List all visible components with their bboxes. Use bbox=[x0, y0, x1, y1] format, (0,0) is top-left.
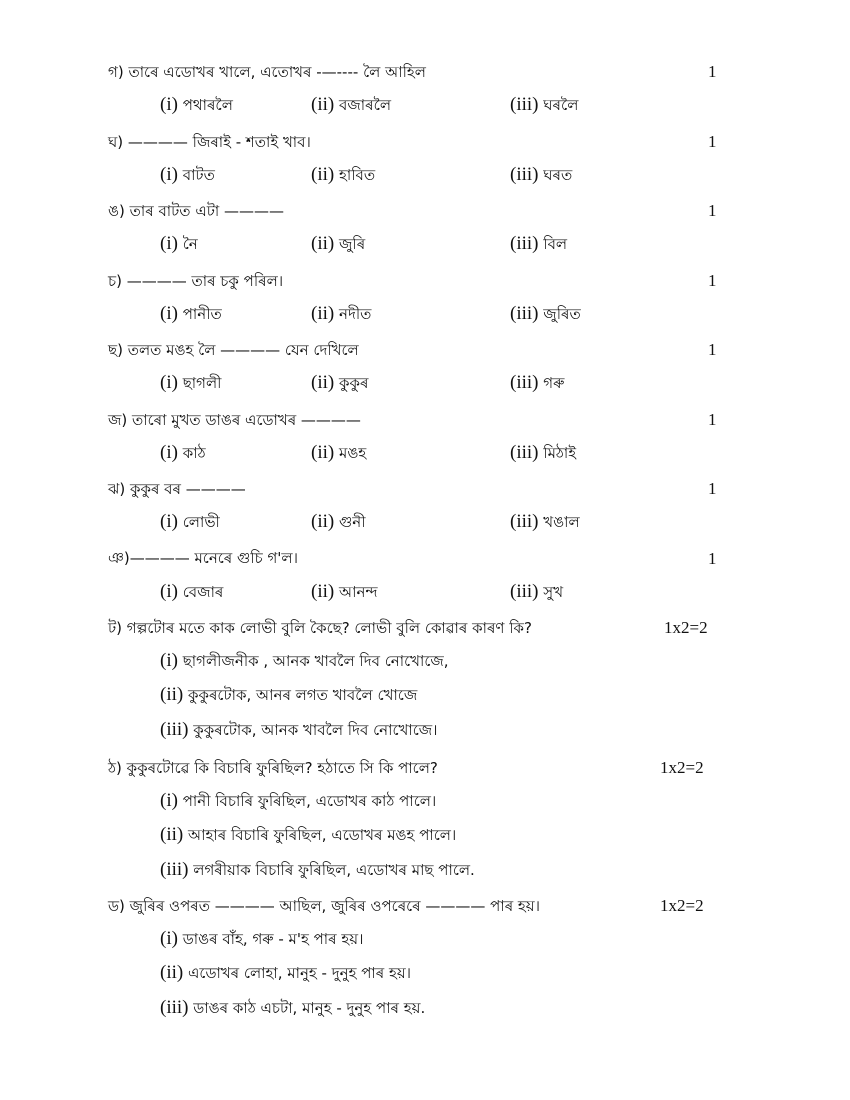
question-chha: ছ) তলত মঙহ লৈ ———— যেন দেখিলে bbox=[108, 341, 359, 359]
question-nya: ঞ)———— মনেৰে গুচি গ'ল। bbox=[108, 549, 298, 567]
question-da: ড) জুৰিৰ ওপৰত ———— আছিল, জুৰিৰ ওপৰেৰে ———— পাৰ হয়। bbox=[108, 897, 540, 915]
option-text: বজাৰলৈ bbox=[339, 96, 392, 114]
question-da-marks: 1x2=2 bbox=[660, 896, 704, 915]
question-tha-answer-1 bbox=[160, 790, 436, 815]
question-tha-marks: 1x2=2 bbox=[660, 758, 704, 777]
option-number: (ii) bbox=[311, 94, 335, 115]
option-number: (ii) bbox=[311, 372, 335, 393]
question-cha: চ) ———— তাৰ চকু পৰিল। bbox=[108, 272, 284, 290]
option-number: (iii) bbox=[510, 581, 539, 602]
option-text: হাবিত bbox=[339, 166, 376, 184]
option-number: (iii) bbox=[510, 164, 539, 185]
question-ja-option-3 bbox=[510, 442, 576, 467]
question-ja-marks: 1 bbox=[708, 410, 717, 429]
answer-text: ডাঙৰ কাঠ এচটা, মানুহ - দুনুহ পাৰ হয়. bbox=[193, 999, 426, 1017]
option-text: গুনী bbox=[339, 513, 366, 531]
option-text: আনন্দ bbox=[339, 583, 378, 601]
option-text: পানীত bbox=[182, 305, 222, 323]
question-ga: গ) তাৰে এডোখৰ খালে, এতোখৰ -—---- লৈ আহিল bbox=[108, 63, 426, 81]
option-text: ঘৰত bbox=[543, 166, 573, 184]
option-text: মিঠাই bbox=[543, 444, 577, 462]
option-number: (ii) bbox=[311, 511, 335, 532]
option-number: (i) bbox=[160, 233, 178, 254]
question-jha-option-2 bbox=[311, 511, 366, 536]
question-gha: ঘ) ———— জিৰাই - শতাই খাব। bbox=[108, 133, 311, 151]
option-number: (i) bbox=[160, 442, 178, 463]
question-gha-option-3 bbox=[510, 164, 572, 189]
answer-number: (iii) bbox=[160, 997, 189, 1018]
answer-text: ডাঙৰ বাঁহ, গৰু - ম'হ পাৰ হয়। bbox=[182, 930, 364, 948]
question-nya-marks: 1 bbox=[708, 549, 717, 568]
question-nga-option-1 bbox=[160, 233, 198, 258]
question-ta-answer-2 bbox=[160, 684, 417, 709]
answer-number: (i) bbox=[160, 928, 178, 949]
answer-number: (ii) bbox=[160, 684, 184, 705]
option-text: জুৰিত bbox=[543, 305, 581, 323]
question-jha-option-3 bbox=[510, 511, 580, 536]
question-ta-marks: 1x2=2 bbox=[664, 618, 708, 637]
question-nga-option-3 bbox=[510, 233, 567, 258]
question-ga-option-1 bbox=[160, 94, 233, 119]
option-text: জুৰি bbox=[339, 235, 366, 253]
option-number: (i) bbox=[160, 372, 178, 393]
answer-text: পানী বিচাৰি ফুৰিছিল, এডোখৰ কাঠ পালে। bbox=[182, 792, 437, 810]
question-jha: ঝ) কুকুৰ বৰ ———— bbox=[108, 480, 246, 498]
option-text: নদীত bbox=[339, 305, 372, 323]
question-ta-answer-3 bbox=[160, 719, 438, 744]
question-chha-option-3 bbox=[510, 372, 564, 397]
answer-text: এডোখৰ লোহা, মানুহ - দুনুহ পাৰ হয়। bbox=[188, 964, 412, 982]
answer-number: (iii) bbox=[160, 719, 189, 740]
question-tha: ঠ) কুকুৰটোৱে কি বিচাৰি ফুৰিছিল? হঠাতে সি কি পালে? bbox=[108, 759, 438, 777]
question-ja: জ) তাৰো মুখত ডাঙৰ এডোখৰ ———— bbox=[108, 411, 361, 429]
question-chha-marks: 1 bbox=[708, 340, 717, 359]
question-chha-option-2 bbox=[311, 372, 368, 397]
question-nga-option-2 bbox=[311, 233, 365, 258]
option-number: (i) bbox=[160, 94, 178, 115]
question-ga-marks: 1 bbox=[708, 62, 717, 81]
answer-text: ছাগলীজনীক , আনক খাবলৈ দিব নোখোজে, bbox=[182, 652, 449, 670]
question-gha-marks: 1 bbox=[708, 132, 717, 151]
question-cha-option-3 bbox=[510, 303, 581, 328]
answer-text: কুকুৰটোক, আনৰ লগত খাবলৈ খোজে bbox=[188, 686, 418, 704]
question-nya-option-1 bbox=[160, 581, 223, 606]
option-text: লোভী bbox=[182, 513, 220, 531]
option-text: কাঠ bbox=[182, 444, 206, 462]
option-number: (i) bbox=[160, 164, 178, 185]
question-tha-answer-2 bbox=[160, 824, 456, 849]
question-da-answer-1 bbox=[160, 928, 363, 953]
option-text: খঙাল bbox=[543, 513, 580, 531]
question-ga-option-2 bbox=[311, 94, 391, 119]
question-jha-option-1 bbox=[160, 511, 220, 536]
answer-number: (i) bbox=[160, 650, 178, 671]
answer-number: (iii) bbox=[160, 859, 189, 880]
question-cha-option-2 bbox=[311, 303, 371, 328]
option-number: (ii) bbox=[311, 233, 335, 254]
question-ja-option-1 bbox=[160, 442, 206, 467]
answer-number: (ii) bbox=[160, 824, 184, 845]
option-text: গৰু bbox=[543, 374, 565, 392]
answer-text: কুকুৰটোক, আনক খাবলৈ দিব নোখোজে। bbox=[193, 721, 438, 739]
option-number: (iii) bbox=[510, 233, 539, 254]
question-nga-marks: 1 bbox=[708, 201, 717, 220]
question-cha-marks: 1 bbox=[708, 271, 717, 290]
option-number: (iii) bbox=[510, 94, 539, 115]
option-number: (i) bbox=[160, 303, 178, 324]
option-text: ছাগলী bbox=[182, 374, 222, 392]
option-text: কুকুৰ bbox=[339, 374, 369, 392]
question-chha-option-1 bbox=[160, 372, 221, 397]
option-number: (ii) bbox=[311, 303, 335, 324]
option-number: (i) bbox=[160, 581, 178, 602]
question-gha-option-1 bbox=[160, 164, 215, 189]
question-nga: ঙ) তাৰ বাটত এটা ———— bbox=[108, 202, 285, 220]
question-tha-answer-3 bbox=[160, 859, 475, 884]
answer-number: (i) bbox=[160, 790, 178, 811]
question-ja-option-2 bbox=[311, 442, 366, 467]
option-number: (iii) bbox=[510, 511, 539, 532]
option-number: (ii) bbox=[311, 581, 335, 602]
answer-number: (ii) bbox=[160, 962, 184, 983]
option-text: বেজাৰ bbox=[182, 583, 224, 601]
option-text: পথাৰলৈ bbox=[182, 96, 233, 114]
question-ta-answer-1 bbox=[160, 650, 449, 675]
option-text: মঙহ bbox=[339, 444, 367, 462]
question-ga-option-3 bbox=[510, 94, 578, 119]
question-da-answer-3 bbox=[160, 997, 425, 1022]
option-number: (iii) bbox=[510, 372, 539, 393]
answer-text: আহাৰ বিচাৰি ফুৰিছিল, এডোখৰ মঙহ পালে। bbox=[188, 826, 457, 844]
option-text: বাটত bbox=[182, 166, 215, 184]
option-number: (ii) bbox=[311, 442, 335, 463]
option-text: সুখ bbox=[543, 583, 564, 601]
question-cha-option-1 bbox=[160, 303, 222, 328]
option-number: (iii) bbox=[510, 303, 539, 324]
question-ta: ট) গল্পটোৰ মতে কাক লোভী বুলি কৈছে? লোভী বুলি কোৱাৰ কাৰণ কি? bbox=[108, 619, 533, 637]
option-number: (ii) bbox=[311, 164, 335, 185]
option-text: বিল bbox=[543, 235, 568, 253]
question-da-answer-2 bbox=[160, 962, 411, 987]
answer-text: লগৰীয়াক বিচাৰি ফুৰিছিল, এডোখৰ মাছ পালে. bbox=[193, 861, 475, 879]
question-gha-option-2 bbox=[311, 164, 375, 189]
question-nya-option-2 bbox=[311, 581, 378, 606]
option-number: (i) bbox=[160, 511, 178, 532]
option-number: (iii) bbox=[510, 442, 539, 463]
question-jha-marks: 1 bbox=[708, 479, 717, 498]
option-text: নৈ bbox=[182, 235, 198, 253]
option-text: ঘৰলৈ bbox=[543, 96, 579, 114]
question-nya-option-3 bbox=[510, 581, 563, 606]
